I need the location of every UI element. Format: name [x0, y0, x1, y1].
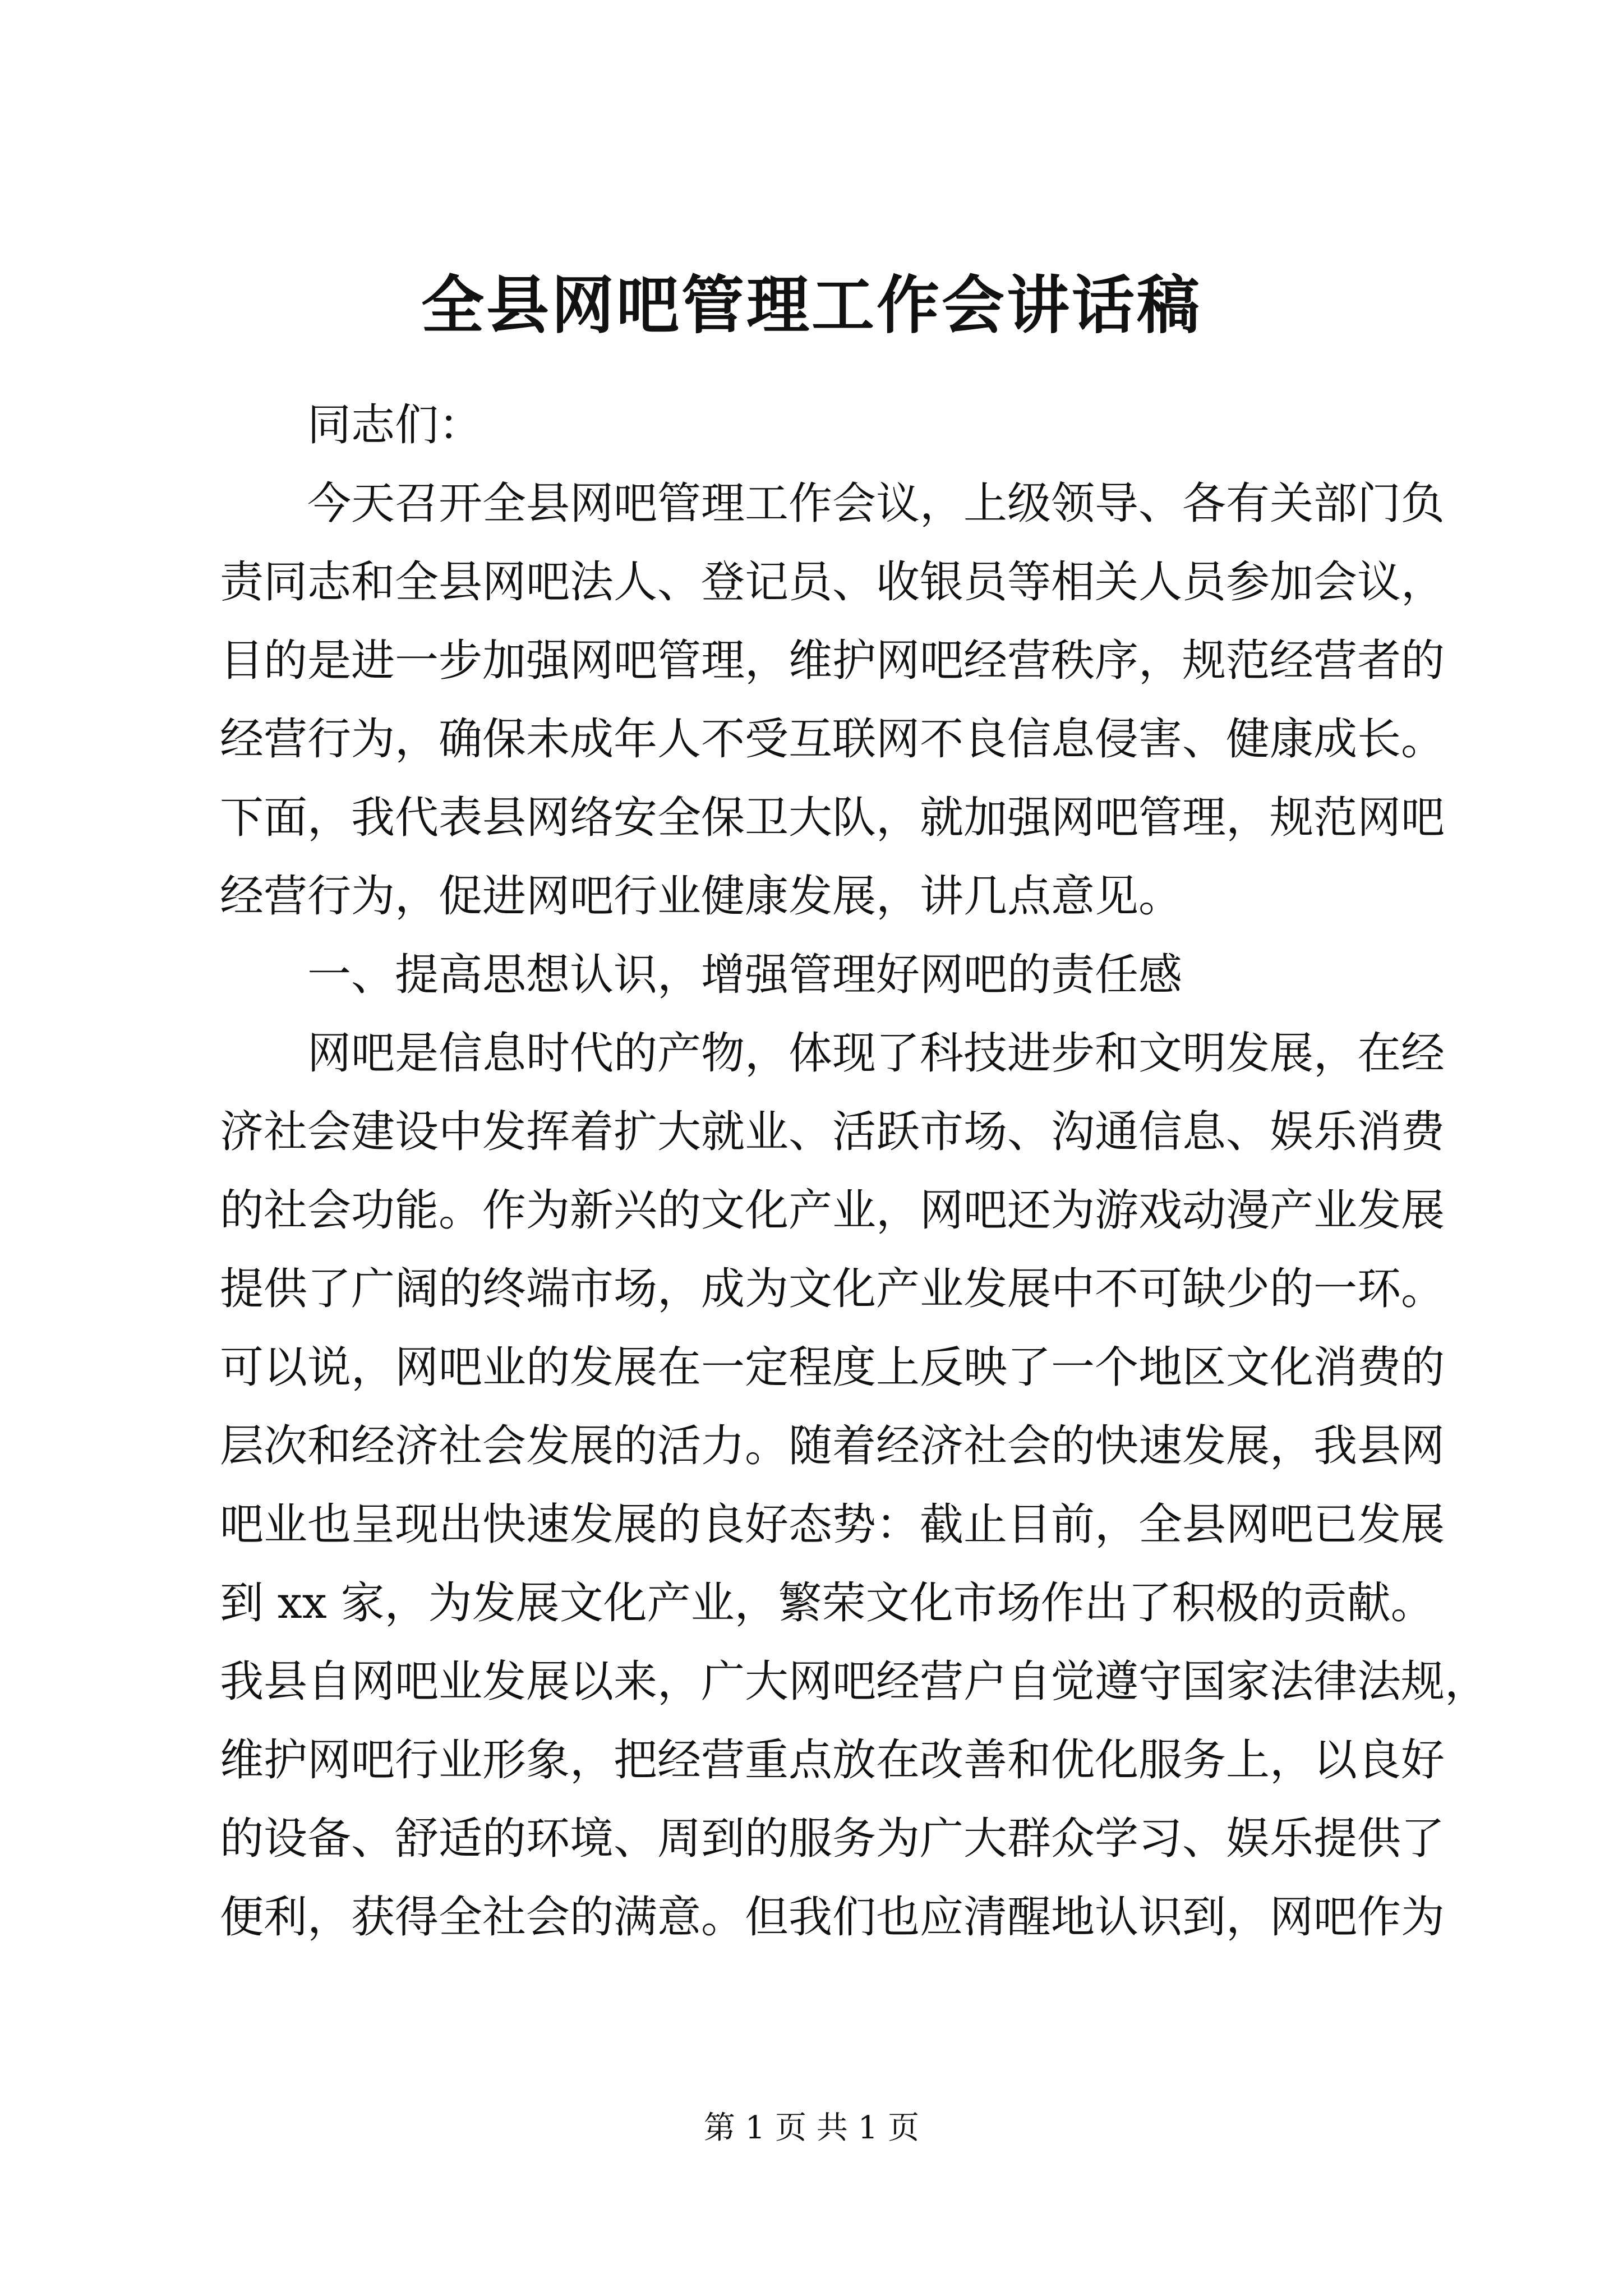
body-line: 到 xx 家，为发展文化产业，繁荣文化市场作出了积极的贡献。	[220, 1578, 1435, 1628]
document-title: 全县网吧管理工作会讲话稿	[421, 269, 1202, 342]
body-line: 的社会功能。作为新兴的文化产业，网吧还为游戏动漫产业发展	[220, 1185, 1445, 1236]
document-body	[220, 386, 1489, 1957]
body-line: 可以说，网吧业的发展在一定程度上反映了一个地区文化消费的	[220, 1342, 1445, 1393]
body-line: 今天召开全县网吧管理工作会议，上级领导、各有关部门负	[307, 478, 1445, 529]
body-line: 经营行为，确保未成年人不受互联网不良信息侵害、健康成长。	[220, 714, 1445, 765]
body-line: 层次和经济社会发展的活力。随着经济社会的快速发展，我县网	[220, 1421, 1445, 1471]
salutation-line: 同志们：	[307, 400, 483, 450]
body-line: 网吧是信息时代的产物，体现了科技进步和文明发展，在经	[307, 1028, 1445, 1079]
body-line: 目的是进一步加强网吧管理，维护网吧经营秩序，规范经营者的	[220, 636, 1445, 686]
section-heading: 一、提高思想认识，增强管理好网吧的责任感	[307, 950, 1183, 1000]
body-line: 我县自网吧业发展以来，广大网吧经营户自觉遵守国家法律法规，	[220, 1657, 1489, 1707]
body-line: 吧业也呈现出快速发展的良好态势：截止目前，全县网吧已发展	[220, 1499, 1445, 1550]
body-line: 维护网吧行业形象，把经营重点放在改善和优化服务上，以良好	[220, 1735, 1445, 1786]
body-line: 下面，我代表县网络安全保卫大队，就加强网吧管理，规范网吧	[220, 793, 1445, 843]
body-line: 便利，获得全社会的满意。但我们也应清醒地认识到，网吧作为	[220, 1892, 1445, 1943]
body-line: 提供了广阔的终端市场，成为文化产业发展中不可缺少的一环。	[220, 1264, 1445, 1314]
body-line: 的设备、舒适的环境、周到的服务为广大群众学习、娱乐提供了	[220, 1814, 1445, 1864]
body-line: 责同志和全县网吧法人、登记员、收银员等相关人员参加会议，	[220, 557, 1445, 608]
body-line: 济社会建设中发挥着扩大就业、活跃市场、沟通信息、娱乐消费	[220, 1107, 1445, 1157]
page-number-footer: 第 1 页 共 1 页	[703, 2110, 920, 2146]
body-line: 经营行为，促进网吧行业健康发展，讲几点意见。	[220, 871, 1183, 922]
